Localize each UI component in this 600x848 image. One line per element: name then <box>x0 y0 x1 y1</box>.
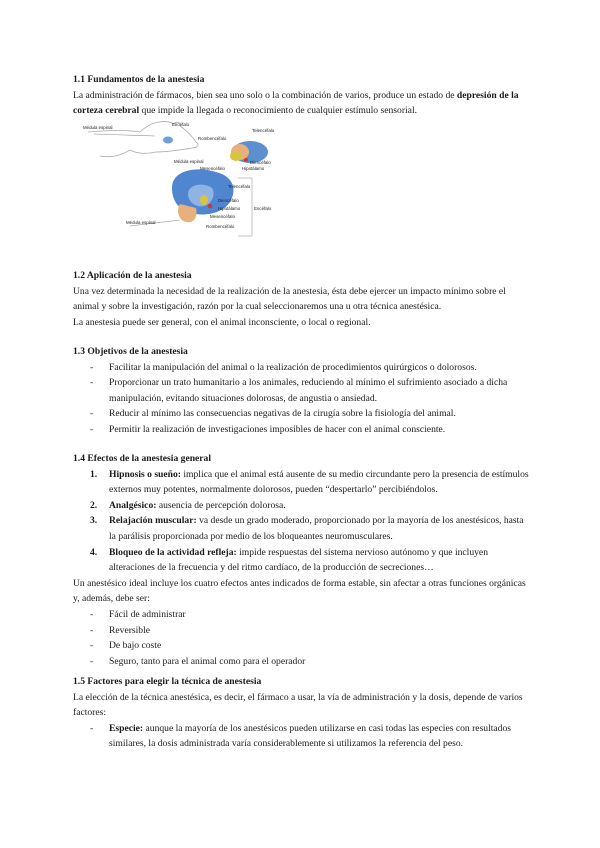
item-desc: impide respuestas del sistema nervioso autónomo y que incluyen alteraciones de la frecuencia y del ritmo cardíaco, de la producción de secreciones… <box>109 546 488 574</box>
item-term: Bloqueo de la actividad refleja: <box>109 546 237 558</box>
diencefalo-top <box>230 151 242 161</box>
list-item: - Reducir al mínimo las consecuencias negativas de la cirugía sobre la fisiología del animal. <box>73 406 529 422</box>
paragraph: Una vez determinada la necesidad de la realización de la anestesia, ésta debe ejercer un impacto mínimo sobre el animal y sobre la investigación, razón por la cual seleccionaremos una u otra técnica anestésica. <box>73 285 506 313</box>
item-number: 3. <box>90 515 98 527</box>
list-item <box>73 721 529 752</box>
item-term: Especie: <box>109 722 144 734</box>
diencefalo-bottom <box>200 195 208 205</box>
label-diencefalo-2: Diencéfalo <box>218 198 239 203</box>
section-1-5 <box>73 674 529 752</box>
hipotalamo-bottom <box>208 204 213 209</box>
item-desc: aunque la mayoría de los anestésicos pueden utilizarse en casi todas las especies con resultados similares, la dosis administrada varía considerablemente si utilizamos la referencia del peso. <box>109 722 512 750</box>
list-item: - Permitir la realización de investigaciones imposibles de hacer con el animal consciente. <box>73 422 529 438</box>
list-item: - Fácil de administrar <box>73 607 529 623</box>
paragraph: Un anestésico ideal incluye los cuatro efectos antes indicados de forma estable, sin afectar a otras funciones orgánicas y, además, debe ser: <box>73 577 526 605</box>
label-medula-1: Médula espinal <box>83 125 113 130</box>
paragraph: La anestesia puede ser general, con el animal inconsciente, o local o regional. <box>73 316 371 328</box>
item-number: 4. <box>90 546 98 558</box>
item-number: 1. <box>90 468 98 480</box>
text: La administración de fármacos, bien sea uno solo o la combinación de varios, produce un estado de <box>73 89 457 101</box>
brain-diagram <box>80 118 275 240</box>
item-desc: va desde un grado moderado, proporcionado por la mayoría de los anestésicos, hasta la parálisis proporcionada por medio de los bloqueantes neuromusculares. <box>109 515 524 542</box>
section-1-2 <box>73 268 529 330</box>
list-item: - De bajo coste <box>73 638 529 654</box>
list-item: - Seguro, tanto para el animal como para el operador <box>73 654 529 670</box>
section-heading: 1.3 Objetivos de la anestesia <box>73 346 188 357</box>
section-heading: 1.1 Fundamentos de la anestesia <box>73 74 205 85</box>
brain-anatomy-figure <box>80 118 275 240</box>
bold-text: depresión de la corteza cerebral <box>73 89 519 117</box>
section-heading: 1.4 Efectos de la anestesia general <box>73 453 212 464</box>
label-mesencefalo-2: Mesencéfalo <box>210 214 235 219</box>
item-desc: ausencia de percepción dolorosa. <box>156 499 286 511</box>
section-heading: 1.2 Aplicación de la anestesia <box>73 270 192 281</box>
list-item <box>73 467 529 498</box>
list-item: - Proporcionar un trato humanitario a los animales, reduciendo al mínimo el sufrimiento asociado a dicha manipulación, evitando situaciones dolorosas, de angustia o ansiedad. <box>73 375 529 406</box>
encefalo-small <box>163 137 173 144</box>
label-medula-2: Médula espinal <box>126 220 156 225</box>
label-rombencefalo-2: Rombencéfalo <box>206 224 235 229</box>
paragraph: La elección de la técnica anestésica, es decir, el fármaco a usar, la vía de administración y la dosis, depende de varios factores: <box>73 691 523 719</box>
label-medula-oval: Médula espinal <box>174 159 204 164</box>
list-item <box>73 545 529 576</box>
label-hipotalamo-2: Hipotálamo <box>218 206 241 211</box>
paragraph <box>73 88 529 119</box>
item-term: Analgésico: <box>109 499 157 511</box>
ideal-list <box>73 607 529 669</box>
hipotalamo-top <box>244 158 248 162</box>
label-hipotalamo-1: Hipotálamo <box>242 166 265 171</box>
list-item <box>73 513 529 544</box>
item-term: Relajación muscular: <box>109 515 197 527</box>
list-item: - Reversible <box>73 623 529 639</box>
rat-tail <box>100 150 130 157</box>
list-item: - Facilitar la manipulación del animal o la realización de procedimientos quirúrgicos o dolorosos. <box>73 360 529 376</box>
section-1-4 <box>73 451 529 669</box>
section-heading: 1.5 Factores para elegir la técnica de anestesia <box>73 676 262 687</box>
label-mesencefalo-1: Mesencéfalo <box>200 166 225 171</box>
factors-list <box>73 721 529 752</box>
label-diencefalo-1: Diencéfalo <box>250 160 271 165</box>
text: que impide la llegada o reconocimiento de cualquier estímulo sensorial. <box>139 105 418 117</box>
label-telencefalo-1: Telencéfalo <box>252 128 275 133</box>
spinal-line <box>94 134 155 136</box>
label-encefalo-2: Encéfalo <box>254 206 272 211</box>
item-number: 2. <box>90 499 98 511</box>
objectives-list <box>73 360 529 438</box>
section-1-3 <box>73 344 529 438</box>
label-encefalo-1: Encéfalo <box>172 122 190 127</box>
list-item <box>73 498 529 514</box>
label-telencefalo-2: Telencéfalo <box>228 184 251 189</box>
item-term: Hipnosis o sueño: <box>109 468 181 480</box>
item-desc: implica que el animal está ausente de su medio circundante pero la presencia de estímulos externos muy potentes, normalmente dolorosos, pueden “despertarlo” percibiéndolos. <box>109 468 529 496</box>
effects-list <box>73 467 529 576</box>
label-rombencefalo-1: Rombencéfalo <box>198 136 227 141</box>
section-1-1 <box>73 72 529 119</box>
